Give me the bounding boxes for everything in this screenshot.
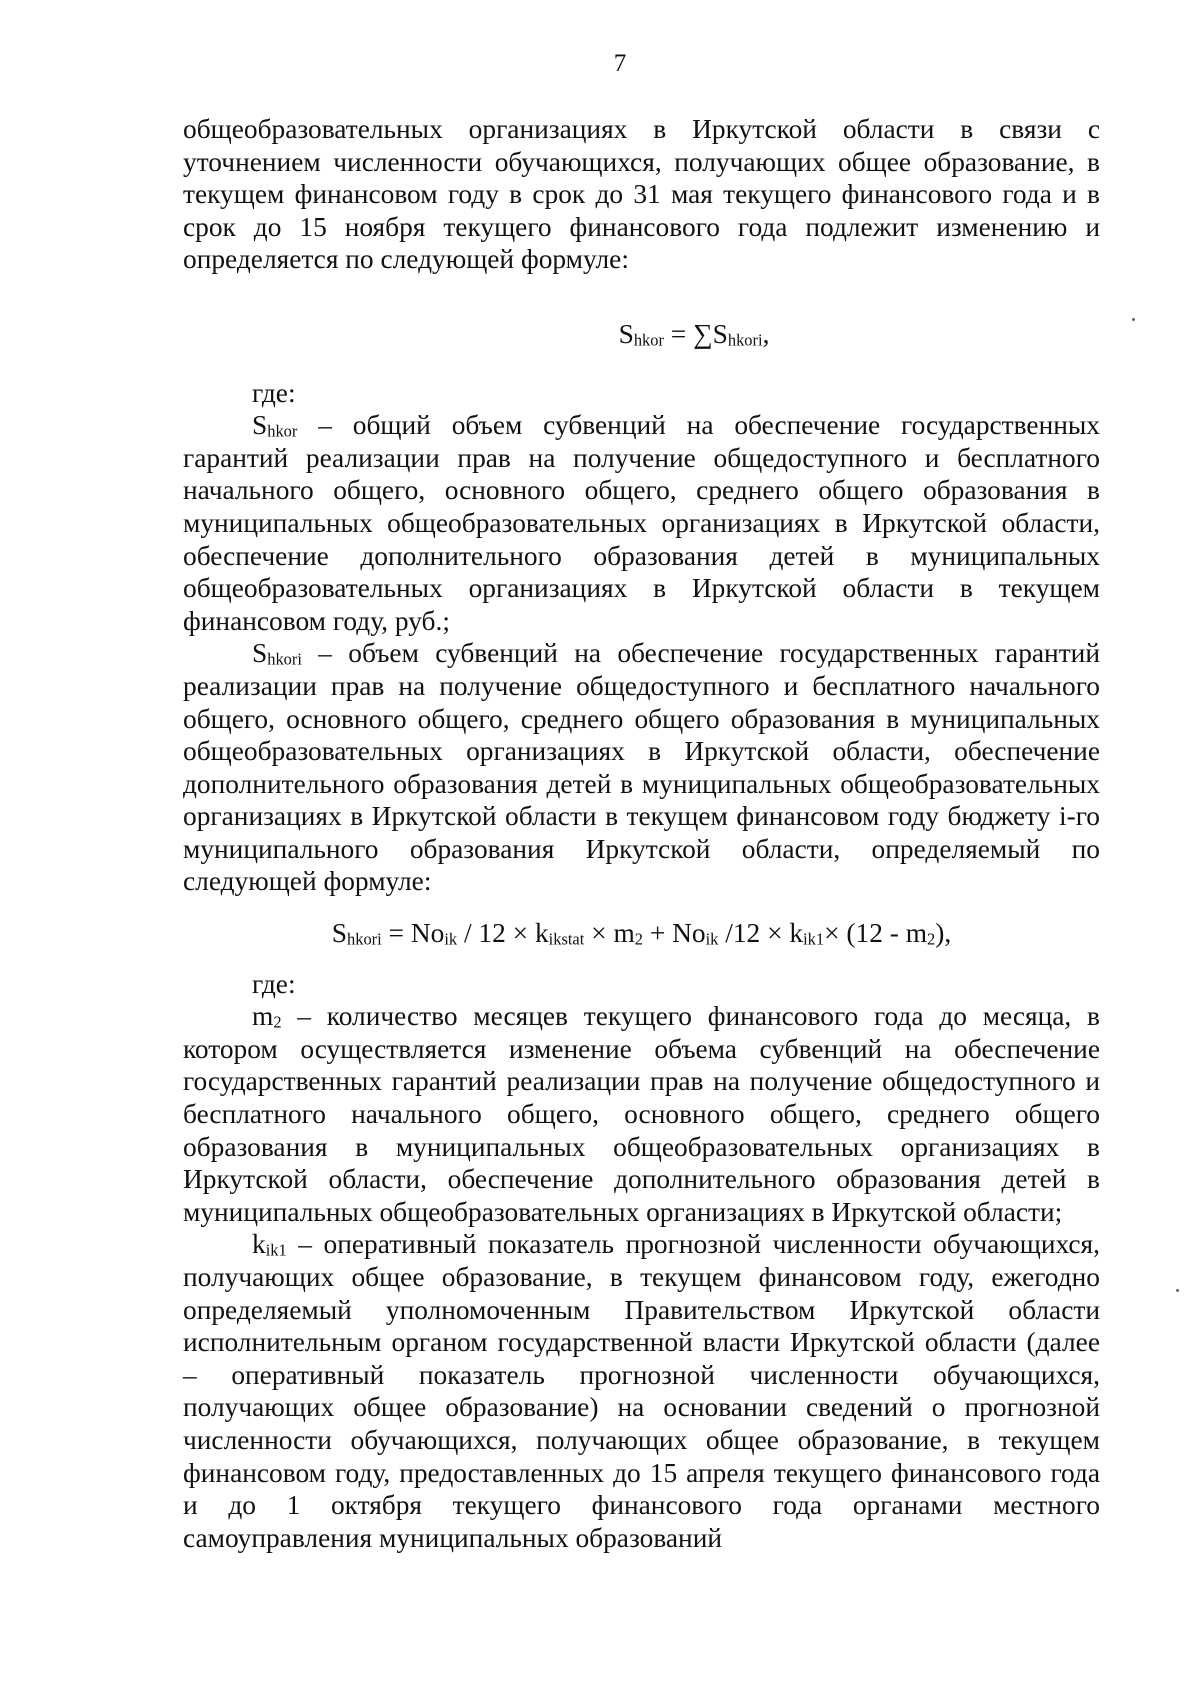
intro-paragraph: общеобразовательных организациях в Иркутской области в связи с уточнением численности обучающихся, получающих общее образование, в текущем финансовом году в срок до 31 мая текущего финансового года и в срок до 15 ноября текущего финансового года подлежит изменению и определяется по следующей формуле: — [183, 114, 1100, 275]
scan-speck — [1132, 318, 1135, 321]
where-label-1: где: — [252, 377, 296, 408]
formula-total-subvention: $S_{hkor} = \sum S_{hkori}$, — [618, 318, 770, 350]
definition-shkori: $S_{hkori}$ – объем субвенций на обеспечение государственных гарантий реализации прав на получение общедоступного и бесплатного начального общего, основного общего, среднего общего образования в муниципальных общеобразовательных организациях в Иркутской области, обеспечение дополнительного образования детей в муниципальных общеобразовательных организациях в Иркутской области в текущем финансовом году бюджету i-го муниципального образования Иркутской области, определяемый по следующей формуле: — [183, 638, 1100, 897]
scan-speck — [1176, 1289, 1179, 1292]
definition-shkor: $S_{hkor}$ – общий объем субвенций на обеспечение государственных гарантий реализации прав на получение общедоступного и бесплатного начального общего, основного общего, среднего общего образования в муниципальных общеобразовательных организациях в Иркутской области, обеспечение дополнительного образования детей в муниципальных общеобразовательных организациях в Иркутской области в текущем финансовом году, руб.; — [183, 410, 1100, 636]
document-body — [183, 113, 1100, 1554]
formula-municipal-subvention: $S_{hkori} = No_{ik} / 12 \times k_{ikstat} \times m_2 + No_{ik}$ $/12 \times k_{ik1}\times (12 - m_2)$, — [331, 918, 952, 949]
definition-m2: $m_2$ – количество месяцев текущего финансового года до месяца, в котором осуществляется изменение объема субвенций на обеспечение государственных гарантий реализации прав на получение общедоступного и бесплатного начального общего, основного общего, среднего общего образования в муниципальных общеобразовательных организациях в Иркутской области, обеспечение дополнительного образования детей в муниципальных общеобразовательных организациях в Иркутской области; — [183, 1001, 1100, 1227]
where-label-2: где: — [252, 968, 296, 999]
page-number: 7 — [613, 50, 627, 77]
definition-kik1: $k_{ik1}$ – оперативный показатель прогнозной численности обучающихся, получающих общее образование, в текущем финансовом году, ежегодно определяемый уполномоченным Правительством Иркутской области исполнительным органом государственной власти Иркутской области (далее – оперативный показатель прогнозной численности обучающихся, получающих общее образование) на основании сведений о прогнозной численности обучающихся, получающих общее образование, в текущем финансовом году, предоставленных до 15 апреля текущего финансового года и до 1 октября текущего финансового года органами местного самоуправления муниципальных образований — [183, 1229, 1100, 1553]
